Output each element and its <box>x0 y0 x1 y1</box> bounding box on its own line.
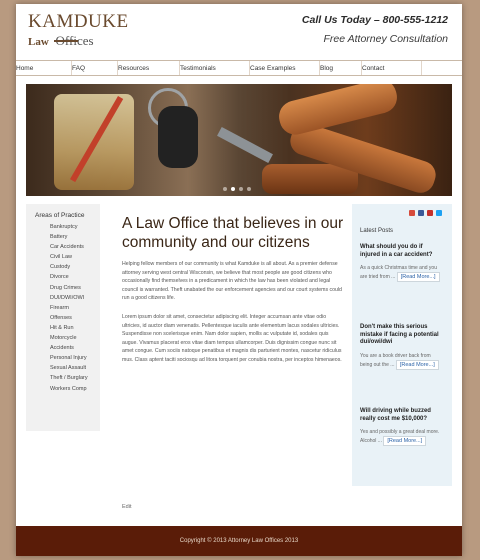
nav-resources[interactable]: Resources <box>118 61 180 75</box>
main-nav <box>16 60 462 76</box>
practice-area-link[interactable]: Firearm <box>50 304 69 311</box>
nav-home[interactable]: Home <box>16 61 72 75</box>
slider-dot[interactable] <box>247 187 251 191</box>
practice-area-link[interactable]: Personal Injury <box>50 355 87 362</box>
latest-posts-title: Latest Posts <box>360 228 394 234</box>
practice-area-link[interactable]: Battery <box>50 234 68 241</box>
free-consultation-text: Free Attorney Consultation <box>323 33 448 45</box>
nav-blog[interactable]: Blog <box>320 61 362 75</box>
twitter-icon[interactable] <box>436 210 442 216</box>
gavel-head-image <box>276 84 401 138</box>
post-item <box>360 408 442 446</box>
key-blade-image <box>217 127 273 163</box>
practice-area-link[interactable]: Divorce <box>50 274 69 281</box>
post-excerpt: Yes and possibly a great deal more. Alcohol ... [Read More...] <box>360 429 440 445</box>
slider-dot[interactable] <box>231 187 235 191</box>
practice-area-link[interactable]: DUI/DWI/OWI <box>50 294 85 301</box>
practice-area-link[interactable]: Accidents <box>50 345 74 352</box>
practice-area-link[interactable]: Civil Law <box>50 254 73 261</box>
practice-area-link[interactable]: Theft / Burglary <box>50 375 88 382</box>
google-plus-icon[interactable] <box>409 210 415 216</box>
call-us-text: Call Us Today – 800-555-1212 <box>301 14 448 26</box>
post-item <box>360 244 442 282</box>
main-content <box>122 214 344 510</box>
practice-area-link[interactable]: Bankruptcy <box>50 224 78 230</box>
post-title[interactable]: Don't make this serious mistake if facing a potential dui/owi/dwi <box>360 324 439 346</box>
slider-dot[interactable] <box>239 187 243 191</box>
header-contact <box>302 14 448 45</box>
practice-areas-title: Areas of Practice <box>35 212 85 219</box>
practice-area-link[interactable]: Custody <box>50 264 71 271</box>
post-title[interactable]: What should you do if injured in a car accident? <box>360 244 433 258</box>
logo-gavel-icon <box>54 30 78 42</box>
practice-area-link[interactable]: Offenses <box>50 314 72 321</box>
practice-area-link[interactable]: Sexual Assault <box>50 365 87 372</box>
post-title[interactable]: Will driving while buzzed really cost me $10,000? <box>360 408 431 422</box>
post-excerpt: You are a book driver back from being out the ... [Read More...] <box>360 352 442 370</box>
practice-area-link[interactable]: Motorcycle <box>50 335 77 342</box>
edit-link[interactable]: Edit <box>122 504 132 510</box>
read-more-link[interactable]: [Read More...] <box>396 360 439 370</box>
practice-areas-sidebar <box>26 204 100 431</box>
read-more-link[interactable]: [Read More...] <box>397 272 440 282</box>
nav-faq[interactable]: FAQ <box>72 61 118 75</box>
practice-area-link[interactable]: Workers Comp <box>50 385 87 392</box>
page-container <box>16 4 462 556</box>
youtube-icon[interactable] <box>427 210 433 216</box>
facebook-icon[interactable] <box>418 210 424 216</box>
page-heading: A Law Office that believes in our community and our citizens <box>122 215 344 251</box>
nav-case-examples[interactable]: Case Examples <box>250 61 320 75</box>
post-excerpt: As a quick Christmas time and you are tried from ... [Read More...] <box>360 264 442 282</box>
site-logo[interactable] <box>28 12 129 49</box>
car-key-image <box>158 106 198 168</box>
site-footer <box>16 526 462 556</box>
body-paragraph: Lorem ipsum dolor sit amet, consectetur adipiscing elit. Integer accumsan ante vitae odio ultricies, id auctor diam venenatis. Pellentesque iaculis ante elementum lacus sodales ultricies. Suspendisse non scelerisque enim. Nam dolor sapien, mollis ac vulputate id, sodales quis augue. Vivamus placerat eros vitae diam tempus ullamcorper. Duis dignissim congue nunc sit amet congue. Cum sociis natoque penatibus et magnis dis parturient montes, nascetur ridiculus mus. Class aptent taciti sociosqu ad litora torquent per conubia nostra, per inceptos himenaeos. <box>122 313 342 363</box>
copyright-text: Copyright © 2013 Attorney Law Offices 2013 <box>179 538 299 544</box>
intro-paragraph: Helping fellow members of our community is what Kamduke is all about. As a premier defense attorney serving west central Wisconsin, we believe that most people are good citizens who occasionally find themselves in a predicament in which the law has been violated and legal council is warranted. Theft unabated the our enforcement agencies and our court systems could run a good citizens life. <box>122 261 342 302</box>
practice-area-link[interactable]: Car Accidents <box>50 244 84 251</box>
practice-area-link[interactable]: Hit & Run <box>50 324 74 331</box>
nav-testimonials[interactable]: Testimonials <box>180 61 250 75</box>
read-more-link[interactable]: [Read More...] <box>383 436 426 446</box>
hero-slider[interactable] <box>26 84 452 196</box>
practice-area-link[interactable]: Drug Crimes <box>50 284 81 291</box>
slider-pagination <box>223 187 251 191</box>
social-icons <box>409 210 442 216</box>
practice-areas-list <box>26 222 100 394</box>
post-item <box>360 324 442 370</box>
logo-offices: Offices <box>55 33 94 48</box>
logo-name: KAMDUKE <box>28 11 129 32</box>
nav-contact[interactable]: Contact <box>362 61 422 75</box>
slider-dot[interactable] <box>223 187 227 191</box>
logo-law: Law <box>28 36 49 48</box>
latest-posts-sidebar <box>352 204 452 486</box>
